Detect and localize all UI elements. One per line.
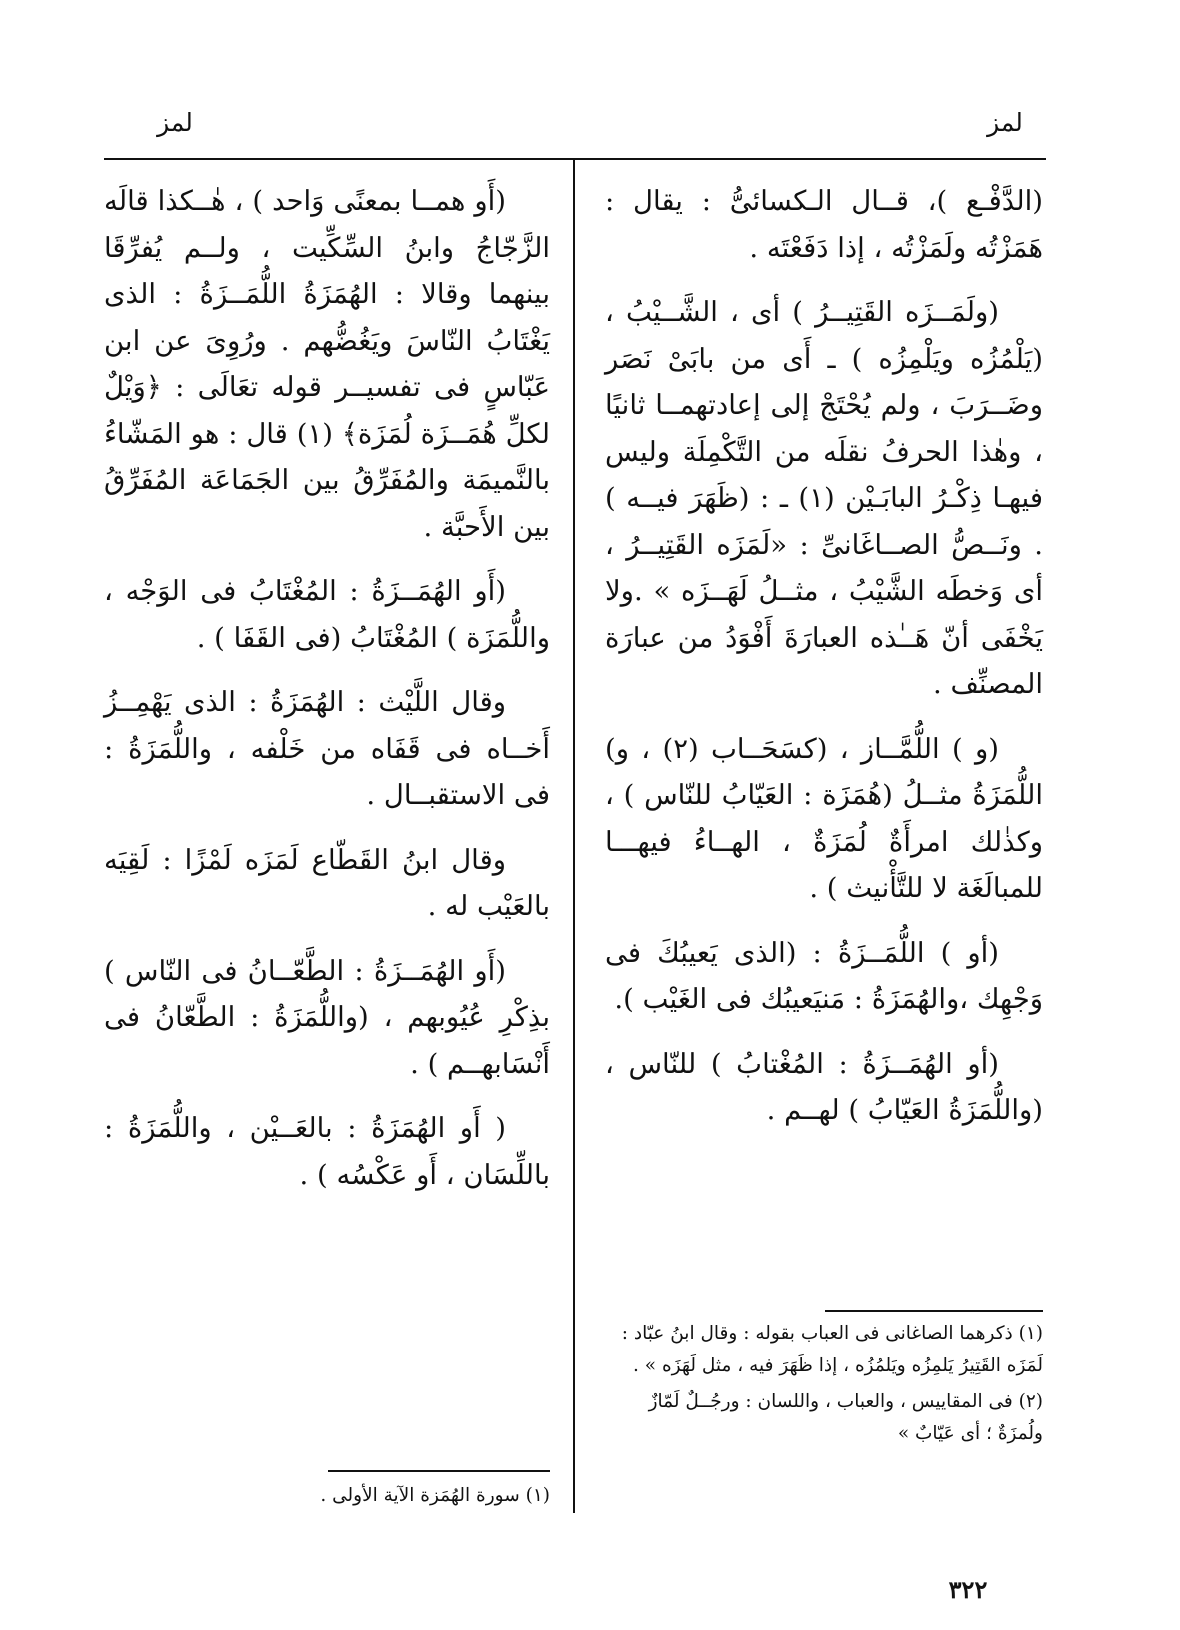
left-column bbox=[104, 178, 550, 1216]
footnote: (١) ذكرهما الصاغانى فى العباب بقوله : وقال ابنُ عبّاد : لَمَزَه القَتِيرُ يَلمِزُه ويَلمُزُه ، إذا ظَهَرَ فيه ، مثل لَهَزَه » . bbox=[621, 1323, 1043, 1376]
paragraph: (ولَمَــزَه القَتِيــرُ ) أى ، الشَّــيْبُ ، (يَلْمُزُه ويَلْمِزُه ) ـ أَى من بابَىْ نَصَر وضَــرَبَ ، ولم يُحْتَجْ إلى إعادتهمــا ثانيًا ، وهٰذا الحرفُ نقلَه من التَّكْمِلَة وليس فيهـا ذِكْـرُ البابَـيْن (١) ـ : (ظَهَرَ فيــه ) . ونَــصُّ الصــاغَانىِّ : «لَمَزَه القَتِيــرُ ، أى وَخطَه الشَّيْبُ ، مثــلُ لَهَــزَه » .ولا يَخْفَى أنّ هَــٰذه العبارَةَ أَفْوَدُ من عبارَة المصنِّف . bbox=[605, 296, 1043, 700]
running-head-left: لمز bbox=[157, 108, 193, 137]
paragraph: (أو ) اللُّمَــزَةُ : (الذى يَعيبُكَ فى وَجْهِك ،والهُمَزَةُ : مَنيَعيبُك فى الغَيْب ). bbox=[605, 936, 1043, 1015]
footnotes-right bbox=[605, 1318, 1043, 1454]
paragraph: (أَو الهُمَــزَةُ : المُغْتَابُ فى الوَجْه ، واللُّمَزَة ) المُغْتَابُ (فى القَفَا ) . bbox=[104, 575, 550, 654]
footnote: (١) سورة الهُمَزة الآية الأولى . bbox=[320, 1485, 550, 1506]
paragraph: ( أَو الهُمَزَةُ : بالعَــيْن ، واللُّمَزَةُ : باللِّسَان ، أَو عَكْسُه ) . bbox=[104, 1112, 550, 1191]
paragraph: (أَو الهُمَــزَةُ : الطَّعّــانُ فى النّاس ) بذِكْرِ عُيُوبهم ، (واللُّمَزَةُ : الطَّعّانُ فى أَنْسَابهــم ) . bbox=[104, 954, 550, 1080]
paragraph: (و ) اللُّمَّــاز ، (كسَحَــاب (٢) ، و) اللُّمَزَةُ مثــلُ (هُمَزَة : العَيّابُ للنّاس ) ، وكذٰلك امرأَةٌ لُمَزَةٌ ، الهــاءُ فيهـــا للمبالَغَة لا للتَّأْنيث ) . bbox=[605, 732, 1043, 904]
footnote: (٢) فى المقاييس ، والعباب ، واللسان : ورجُــلٌ لَمّازٌ ولُمزَةٌ ؛ أى عَيّابٌ » bbox=[648, 1391, 1043, 1444]
running-head-right: لمز bbox=[987, 108, 1023, 137]
right-column bbox=[605, 178, 1043, 1152]
header-rule bbox=[104, 158, 1046, 160]
paragraph: (الدَّفْـع )، قــال الـكسائىُّ : يقال : هَمَزْتُه ولَمَزْتُه ، إذا دَفَعْتَه . bbox=[605, 185, 1043, 264]
footnote-rule-right bbox=[825, 1310, 1043, 1312]
paragraph: (أو الهُمَــزَةُ : المُغْتابُ ) للنّاس ، (واللُّمَزَةُ العَيّابُ ) لهــم . bbox=[605, 1047, 1043, 1126]
paragraph: وقال ابنُ القَطّاع لَمَزَه لَمْزًا : لَقِيَه بالعَيْب له . bbox=[104, 843, 550, 922]
page-number: ٣٢٢ bbox=[948, 1575, 988, 1604]
footnotes-left bbox=[104, 1480, 550, 1516]
footnote-rule-left bbox=[328, 1470, 550, 1472]
paragraph: وقال اللَّيْث : الهُمَزَةُ : الذى يَهْمِــزُ أَخــاه فى قَفَاه من خَلْفه ، واللُّمَزَةُ : فى الاستقبــال . bbox=[104, 686, 550, 811]
paragraph: (أَو همــا بمعنًى وَاحد ) ، هٰــكذا قالَه الزَّجّاجُ وابنُ السِّكِّيت ، ولــم يُفرِّقَا بينهما وقالا : الهُمَزَةُ اللُّمَــزَةُ : الذى يَغْتَابُ النّاسَ ويَغُضُّهم . ورُوِىَ عن ابن عَبّاسٍ فى تفسيــر قوله تعَالَى : ﴿وَيْلٌ لكلِّ هُمَــزَة لُمَزَة﴾ (١) قال : هو المَشّاءُ بالنَّميمَة والمُفَرِّقُ بين الجَمَاعَة المُفَرِّقُ بين الأَحبَّة . bbox=[104, 185, 550, 543]
column-divider bbox=[573, 158, 575, 1513]
